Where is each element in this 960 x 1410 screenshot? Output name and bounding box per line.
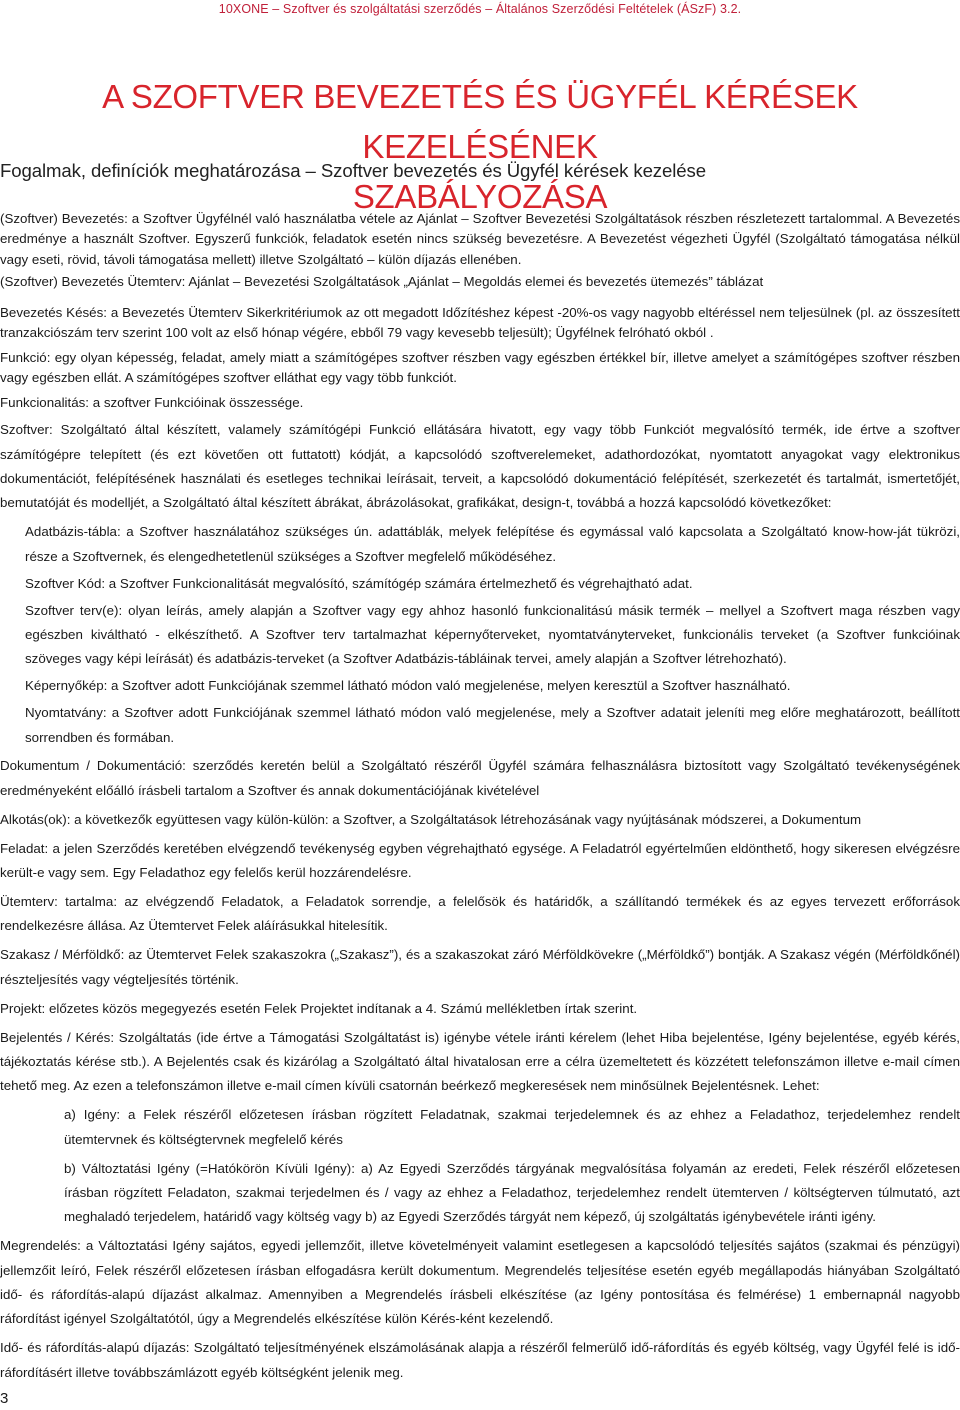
paragraph-projekt: Projekt: előzetes közös megegyezés esetén Felek Projektet indítanak a 4. Számú mellékletben írtak szerint.: [0, 1000, 638, 1016]
paragraph-kepernyokep: Képernyőkép: a Szoftver adott Funkciójának szemmel látható módon való megjelenése, melyen keresztül a Szoftver használható.: [25, 678, 791, 694]
paragraph-bevezetes-utemterv: (Szoftver) Bevezetés Ütemterv: Ajánlat – Bevezetési Szolgáltatások „Ajánlat – Megoldás elemei és bevezetés ütemezés” táblázat: [0, 274, 764, 290]
paragraph-adatbazis-tabla: Adatbázis-tábla: a Szoftver használatához szükséges ún. adattáblák, melyek felépítése és egymással való kapcsolata a Szolgáltató know-how-ját tükrözi, része a Szoftvernek, és elengedhetetlenül szükséges a Szoftver megfelelő működéséhez.: [25, 524, 960, 564]
document-body: [0, 209, 960, 1390]
paragraph-valtoztatasi-igeny: b) Változtatási Igény (=Hatókörön Kívüli Igény): a) Az Egyedi Szerződés tárgyának megvalósítása folyamán az eredeti, Felek részéről előzetesen írásban rögzített Feladaton, szakmai terjedelmen és / vagy az ehhez a Feladathoz, terjedelemhez rendelt ütemterven / költségterven túlmutató, azt meghaladó terjedelem, határidő vagy költség vagy b) az Egyedi Szerződés tárgyát nem képező, új szolgáltatás igénybevétele iránti igény.: [64, 1160, 960, 1225]
paragraph-bevezetes: (Szoftver) Bevezetés: a Szoftver Ügyfélnél való használatba vétele az Ajánlat – Szoftver Bevezetési Szolgáltatások részben részletezett tartalommal. A Bevezetés eredménye a használt Szoftver. Egyszerű funkciók, feladatok esetén nincs szükség bevezetésre. A Bevezetést végezheti Ügyfél (Szolgáltató támogatása nélkül vagy eseti, rövid, távoli támogatása mellett) illetve Szolgáltató – külön díjazás ellenében.: [0, 211, 960, 267]
paragraph-szakasz-merfoldko: Szakasz / Mérföldkő: az Ütemtervet Felek szakaszokra („Szakasz”), és a szakaszokat záró Mérföldkövekre („Mérföldkő”) bontják. A Szakasz végén (Mérföldkőnél) részteljesítés vagy végteljesítés történik.: [0, 947, 960, 987]
paragraph-utemterv: Ütemterv: tartalma: az elvégzendő Feladatok, a Feladatok sorrendje, a felelősök és határidők, a szállítandó termékek és az egyes tervezett erőforrások rendelkezésre állása. Az Ütemtervet Felek aláírásukkal hitelesítik.: [0, 893, 960, 934]
paragraph-feladat: Feladat: a jelen Szerződés keretében elvégzendő tevékenység egyben végrehajtható egysége. A Feladatról egyértelműen eldönthető, hogy sikeresen elvégzésre került-e vagy sem. Egy Feladathoz egy felelős kerül hozzárendelésre.: [0, 840, 960, 881]
paragraph-igeny: a) Igény: a Felek részéről előzetesen írásban rögzített Feladatnak, szakmai terjedelemnek és az ehhez a Feladathoz, terjedelemhez rendelt ütemtervnek és költségtervnek megfelelő kérés: [64, 1107, 960, 1147]
page-title: [0, 72, 960, 222]
paragraph-megrendeles: Megrendelés: a Változtatási Igény sajátos, egyedi jellemzőit, illetve követelményeit valamint esetlegesen a kapcsolódó teljesítés sajátos (szakmai és pénzügyi) jellemzőit leíró, Felek részéről előzetesen írásban elfogadásra került dokumentum. Megrendelés teljesítése esetén egyéb megállapodás hiányában Szolgáltató idő- és ráfordítás-alapú díjazást alkalmaz. Amennyiben a Megrendelés írásbeli elkészítése (az Igény pontosítása és felmérése) 1 embernapnál nagyobb ráfordítást igényel Szolgáltatótól, úgy a Megrendelés elkészítése külön Kérés-ként kezelendő.: [0, 1238, 960, 1327]
running-header: 10XONE – Szoftver és szolgáltatási szerződés – Általános Szerződési Feltételek (ÁSzF) 3.2.: [218, 2, 742, 16]
section-subtitle: Fogalmak, definíciók meghatározása – Szoftver bevezetés és Ügyfél kérések kezelése: [0, 160, 706, 181]
paragraph-bevezetes-keses: Bevezetés Késés: a Bevezetés Ütemterv Sikerkritériumok az ott megadott Időzítéshez képest -20%-os vagy nagyobb eltéréssel nem teljesülnek (pl. az összesített tranzakciószám terv szerint 100 volt az első hónap végére, ebből 79 vagy kevesebb teljesült); Ügyfélnek felróható okból .: [0, 304, 960, 341]
paragraph-alkotasok: Alkotás(ok): a következők együttesen vagy külön-külön: a Szoftver, a Szolgáltatások létrehozásának vagy nyújtásának módszerei, a Dokumentum: [0, 811, 862, 827]
paragraph-szoftver: Szoftver: Szolgáltató által készített, valamely számítógépi Funkció ellátására hivatott, egy vagy több Funkciót megvalósító termék, ide értve a szoftver számítógépre telepített (és ezt követően ott futtatott) kódját, a kapcsolódó szoftverelemeket, adathordozókat, nyomtatott anyagokat vagy elektronikus dokumentációt, felépítésének használati és esetleges technikai leírásait, terveit, a kapcsolódó dokumentáció felépítését, szerkezetét és tartalmát, ismertetőjét, bemutatóját és modelljét, a Szolgáltató által készített ábrákat, ábrázolásokat, grafikákat, design-t, továbbá a hozzá kapcsolódó következőket:: [0, 422, 960, 511]
paragraph-funkcionalitas: Funkcionalitás: a szoftver Funkcióinak összessége.: [0, 395, 304, 411]
paragraph-dokumentum: Dokumentum / Dokumentáció: szerződés keretén belül a Szolgáltató részéről Ügyfél számára felhasználásra biztosított vagy Szolgáltató tevékenységének eredményeként előálló írásbeli tartalom a Szoftver és annak dokumentációjának kivételével: [0, 758, 960, 798]
paragraph-funkcio: Funkció: egy olyan képesség, feladat, amely miatt a számítógépes szoftver részben vagy egészben értékkel bír, illetve amelyet a számítógépes szoftver részben vagy egészben ellát. A számítógépes szoftver elláthat egy vagy több funkciót.: [0, 349, 960, 386]
paragraph-bejelentes-keres: Bejelentés / Kérés: Szolgáltatás (ide értve a Támogatási Szolgáltatást is) igénybe vétele iránti kérelem (lehet Hiba bejelentése, Igény bejelentése, egyéb kérés, tájékoztatás kérése stb.). A Bejelentés csak és kizárólag a Szolgáltató által hivatalosan erre a célra üzemeltetett és közzétett telefonszámon illetve e-mail címen tehető meg. Az ezen a telefonszámon illetve e-mail címen kívüli csatornán beérkező megkeresések nem minősülnek Bejelentésnek. Lehet:: [0, 1029, 960, 1094]
paragraph-szoftver-kod: Szoftver Kód: a Szoftver Funkcionalitását megvalósító, számítógép számára értelmezhető és végrehajtható adat.: [25, 575, 693, 591]
paragraph-ido-raforditas-dijazas: Idő- és ráfordítás-alapú díjazás: Szolgáltató teljesítményének elszámolásának alapja a részéről felmerülő idő-ráfordítás és egyéb költség, vagy Ügyfél felé is idő-ráfordításért illetve továbbszámlázott egyéb költségként jelenik meg.: [0, 1340, 960, 1380]
title-line-2: SZABÁLYOZÁSA: [352, 178, 608, 216]
paragraph-nyomtatvany: Nyomtatvány: a Szoftver adott Funkciójának szemmel látható módon való megjelenése, mely a Szoftver adatait jeleníti meg előre meghatározott, beállított sorrendben és formában.: [25, 705, 960, 745]
title-line-1: A SZOFTVER BEVEZETÉS ÉS ÜGYFÉL KÉRÉSEK KEZELÉSÉNEK: [102, 78, 858, 166]
paragraph-szoftver-terv: Szoftver terv(e): olyan leírás, amely alapján a Szoftver vagy egy ahhoz hasonló funkcionalitású másik termék – mellyel a Szoftvert maga részben vagy egészben kiváltható - elkészíthető. A Szoftver terv tartalmazhat képernyőterveket, nyomtatványterveket, funkcionális terveket (a Szoftver funkcióinak szöveges vagy képi leírását) és adatbázis-terveket (a Szoftver Adatbázis-tábláinak tervei, amely alapján a Szoftver létrehozható).: [25, 602, 960, 667]
page-number: 3: [0, 1390, 9, 1407]
